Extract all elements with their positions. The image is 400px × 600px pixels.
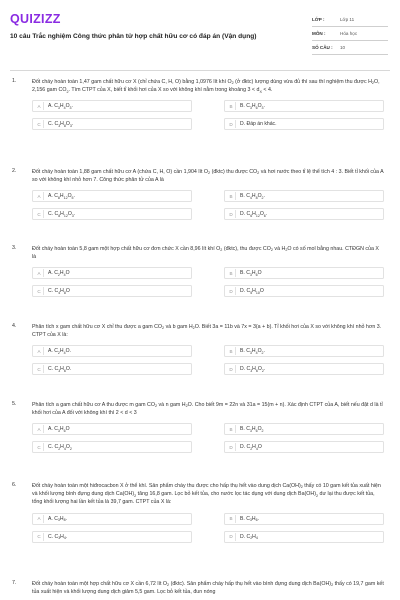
option-text: A. $C_3H_8$. [48,515,67,522]
question-item [0,482,384,543]
question-number: 3. [12,245,17,251]
question-item [0,323,384,375]
answer-options [32,513,384,543]
answer-option-b[interactable] [224,345,384,357]
option-text: C. $C_8H_{12}O_3$. [48,211,76,218]
option-text: B. $C_4H_8O_2$. [240,193,265,200]
option-letter-badge: A [35,425,44,433]
answer-option-c[interactable] [32,285,192,297]
option-text: A. $C_3H_4O_3$. [48,103,73,110]
meta-key: LỚP : [312,17,325,22]
answer-option-a[interactable] [32,423,192,435]
meta-value: Hóa học [340,31,358,36]
option-text: C. $C_3H_6O$. [48,366,72,373]
meta-key: SỐ CÂU : [312,45,333,50]
option-text: A. $C_2H_4O$ [48,270,70,277]
answer-option-c[interactable] [32,118,192,130]
meta-row-subject [312,27,388,41]
answer-option-d[interactable] [224,531,384,543]
meta-key: MÔN : [312,31,326,36]
option-letter-badge: A [35,269,44,277]
question-number: 7. [12,580,17,586]
question-item [0,168,384,220]
answer-option-d[interactable] [224,363,384,375]
option-letter-badge: D [227,443,236,451]
question-number: 4. [12,323,17,329]
option-text: A. $C_8H_{12}O_5$. [48,193,75,200]
question-text: Đốt cháy hoàn toàn một hợp chất hữu cơ X cần 6,72 lít $O_2$ (đktc). Sản phẩm cháy hấp thụ hết vào bình đựng dung dịch $Ba(OH)_2$ thấy có 19,7 gam kết tủa xuất hiện và khối lượng dung dịch giảm 5,5 gam. Lọc bỏ kết tủa, đun nóng [32,581,384,596]
question-item [0,401,384,453]
question-item [0,580,384,596]
option-text: D. $C_6H_{12}O_6$. [240,211,268,218]
answer-option-c[interactable] [32,208,192,220]
question-text: Phân tích x gam chất hữu cơ X chỉ thu được a gam $CO_2$ và b gam $H_2O$. Biết 3a = 11b và 7x = 3(a + b). Tỉ khối hơi của X so với không khí nhỏ hơn 3. CTPT của X là: [32,324,382,339]
option-letter-badge: D [227,365,236,373]
option-text: D. $C_2H_4O$ [240,444,262,451]
answer-option-a[interactable] [32,345,192,357]
answer-option-a[interactable] [32,513,192,525]
meta-value: Lớp 11 [340,17,355,22]
option-letter-badge: A [35,515,44,523]
option-text: D. $C_3H_6O_2$. [240,366,266,373]
question-item [0,245,384,297]
option-text: D. $C_5H_{10}O$ [240,288,264,295]
question-number: 5. [12,401,17,407]
option-letter-badge: B [227,347,236,355]
option-letter-badge: B [227,269,236,277]
answer-option-a[interactable] [32,190,192,202]
option-letter-badge: D [227,287,236,295]
option-text: C. $C_2H_4O_2$ [48,444,72,451]
option-text: A. $C_2H_4O$. [48,348,71,355]
option-letter-badge: B [227,515,236,523]
question-item [0,78,384,130]
answer-option-a[interactable] [32,100,192,112]
question-text: Đốt cháy hoàn toàn 1,47 gam chất hữu cơ X (chỉ chứa C, H, O) bằng 1,0976 lít khí $O_2$ (ở đktc) lượng dùng vừa đủ thì sau thí nghiệm thu được $H_2O$, 2,156 gam $CO_2$. Tìm CTPT của X, biết tỉ khối hơi của X so với không khí nằm trong khoảng $3 < d_X < 4$. [32,79,380,94]
option-text: B. $C_3H_4O_2$. [240,348,265,355]
question-number: 2. [12,168,17,174]
answer-options [32,345,384,375]
meta-value: 10 [340,45,346,50]
page-header [0,0,400,68]
option-letter-badge: D [227,120,236,128]
option-text: C. $C_3H_4$. [48,533,68,540]
option-text: D. $C_2H_4$ [240,533,258,540]
option-text: D. Đáp án khác. [240,121,277,128]
answer-option-b[interactable] [224,513,384,525]
quizizz-logo: QUIZIZZ [10,12,61,26]
answer-option-d[interactable] [224,118,384,130]
answer-options [32,100,384,130]
answer-option-d[interactable] [224,285,384,297]
answer-option-d[interactable] [224,208,384,220]
option-letter-badge: C [35,443,44,451]
meta-row-class [312,13,388,27]
answer-option-c[interactable] [32,531,192,543]
answer-option-c[interactable] [32,441,192,453]
answer-options [32,190,384,220]
option-letter-badge: B [227,425,236,433]
question-text: Đốt cháy hoàn toàn 1,88 gam chất hữu cơ A (chứa C, H, O) cần 1,904 lít $O_2$ (đktc) thu được $CO_2$ và hơi nước theo tỉ lệ thể tích 4 : 3. Biết tỉ khối của A so với không khí nhỏ hơn 7. Công thức phân tử của A là [32,169,384,184]
quiz-title: 10 câu Trắc nghiệm Công thức phân tử hợp chất hữu cơ có đáp án (Vận dụng) [10,33,257,40]
option-text: C. $C_4H_8O$ [48,288,70,295]
option-letter-badge: D [227,210,236,218]
option-text: C. $C_3H_8O_3$. [48,121,74,128]
option-text: B. $C_3H_6$. [240,515,259,522]
question-text: Phân tích a gam chất hữu cơ A thu được m gam $CO_2$ và n gam $H_2O$. Cho biết 9m = 22n và 31a = 15(m + n). Xác định CTPT của A, biết nếu đặt d là tỉ khối hơi của A đối với không khí thì 2 < d < 3 [32,402,383,417]
option-text: B. $C_3H_6O_2$ [240,426,264,433]
answer-option-b[interactable] [224,267,384,279]
answer-option-b[interactable] [224,100,384,112]
option-letter-badge: B [227,102,236,110]
question-text: Đốt cháy hoàn toàn một hiđrocacbon X ở thể khí. Sản phẩm cháy thu được cho hấp thụ hết vào dung dịch $Ca(OH)_2$ thấy có 10 gam kết tủa xuất hiện và khối lượng bình đựng dung dịch $Ca(OH)_2$ tăng 16,8 gam. Lọc bỏ kết tủa, cho nước lọc tác dụng với dung dịch $Ba(OH)_2$ dư lại thu được kết tủa, tổng khối lượng hai lần kết tủa là 39,7 gam. CTPT của X là: [32,483,381,506]
answer-option-d[interactable] [224,441,384,453]
option-letter-badge: C [35,210,44,218]
option-letter-badge: A [35,192,44,200]
option-letter-badge: C [35,533,44,541]
answer-option-c[interactable] [32,363,192,375]
option-text: B. $C_3H_6O$ [240,270,262,277]
answer-option-b[interactable] [224,190,384,202]
answer-option-b[interactable] [224,423,384,435]
question-number: 6. [12,482,17,488]
answer-option-a[interactable] [32,267,192,279]
option-letter-badge: C [35,287,44,295]
option-letter-badge: A [35,102,44,110]
meta-row-count [312,41,388,55]
option-letter-badge: A [35,347,44,355]
option-letter-badge: C [35,120,44,128]
answer-options [32,267,384,297]
option-letter-badge: B [227,192,236,200]
option-letter-badge: C [35,365,44,373]
question-number: 1. [12,78,17,84]
option-text: A. $C_3H_6O$ [48,426,70,433]
quiz-meta-table [312,13,388,55]
answer-options [32,423,384,453]
option-letter-badge: D [227,533,236,541]
option-text: B. $C_3H_6O_3$. [240,103,265,110]
question-text: Đốt cháy hoàn toàn 5,8 gam một hợp chất hữu cơ đơn chức X cần 8,96 lít khí $O_2$ (đktc), thu được $CO_2$ và $H_2O$ có số mol bằng nhau. CTĐGN của X là [32,246,379,261]
header-divider [10,70,390,71]
